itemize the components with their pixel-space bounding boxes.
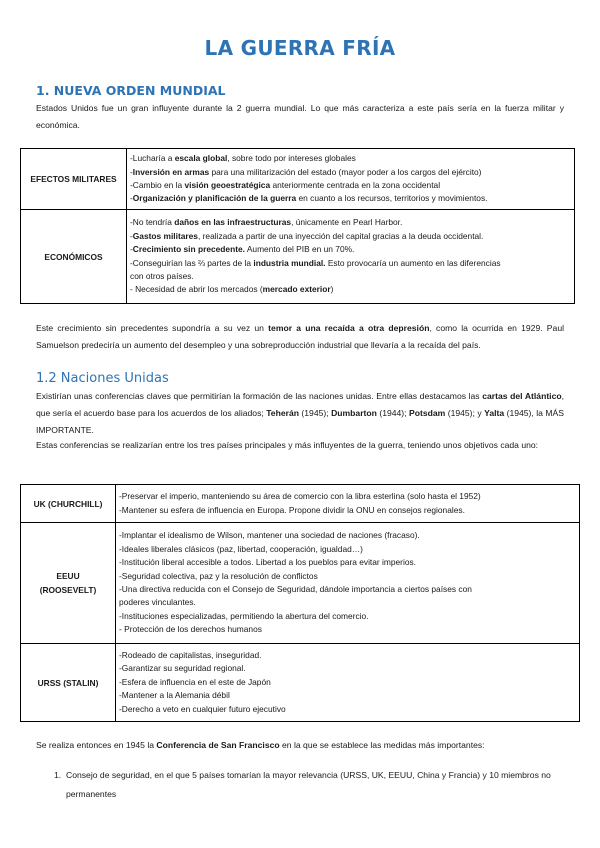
bullet-line: -Instituciones especializadas, permitiendo la abertura del comercio.: [119, 610, 369, 621]
bullet-line: con otros países.: [130, 270, 194, 281]
row-content-uk: [116, 485, 580, 523]
row-label-militares: EFECTOS MILITARES: [21, 149, 127, 210]
table-row: [21, 485, 580, 523]
document-title: LA GUERRA FRÍA: [204, 36, 396, 60]
powers-table: [20, 484, 580, 722]
bullet-line: poderes vinculantes.: [119, 597, 196, 608]
bullet-line: -Organización y planificación de la guerra en cuanto a los recursos, territorios y movimientos.: [130, 193, 488, 204]
effects-table: [20, 148, 575, 304]
bullet-line: -Conseguirían las ⅔ partes de la industria mundial. Esto provocaría un aumento en las diferencias: [130, 257, 501, 268]
section-heading-naciones-unidas: 1.2 Naciones Unidas: [36, 371, 169, 386]
list-item: [54, 766, 562, 804]
bullet-line: - Necesidad de abrir los mercados (mercado exterior): [130, 284, 334, 295]
list-item-text: Consejo de seguridad, en el que 5 países tomarían la mayor relevancia (URSS, UK, EEUU, China y Francia) y 10 miembros no permanentes: [66, 770, 551, 799]
bullet-line: -Garantizar su seguridad regional.: [119, 663, 246, 674]
section-heading-nueva-orden: 1. NUEVA ORDEN MUNDIAL: [36, 83, 226, 98]
objectives-paragraph: Estas conferencias se realizarían entre los tres países principales y más influyentes de la guerra, teniendo unos objetivos cada uno:: [36, 440, 539, 450]
conferences-paragraph: Existirían unas conferencias claves que permitirían la formación de las naciones unidas. Entre ellas destacamos las cartas del Atlántico, que sería el acuerdo base para los acuerdos de los aliados; Teherán (1945); Dumbarton (1944); Potsdam (1945); y Yalta (1945), la MÁS IMPORTANTE.: [36, 391, 564, 435]
bullet-line: -Cambio en la visión geoestratégica anteriormente centrada en la zona occidental: [130, 180, 441, 190]
bullet-line: -Rodeado de capitalistas, inseguridad.: [119, 649, 262, 660]
bullet-line: -Mantener su esfera de influencia en Europa. Propone dividir la ONU en consejos regionales.: [119, 504, 465, 515]
bullet-line: -Ideales liberales clásicos (paz, libertad, cooperación, igualdad…): [119, 543, 363, 554]
bullet-line: -Una directiva reducida con el Consejo de Seguridad, dándole importancia a ciertos países con: [119, 584, 472, 594]
bullet-line: - Protección de los derechos humanos: [119, 624, 262, 635]
row-label-urss: URSS (STALIN): [21, 644, 116, 722]
row-content-urss: [116, 644, 580, 722]
table-row: [21, 149, 575, 210]
bullet-line: -Mantener a la Alemania débil: [119, 690, 230, 701]
bullet-line: -Preservar el imperio, manteniendo su área de comercio con la libra esterlina (solo hasta el 1952): [119, 491, 481, 502]
growth-paragraph: Este crecimiento sin precedentes supondría a su vez un temor a una recaída a otra depresión, como la ocurrida en 1929. Paul Samuelson predeciría un aumento del desempleo y una sobreproducción industrial que llevaría a la recaída del país.: [36, 323, 565, 350]
bullet-line: -Institución liberal accesible a todos. Libertad a los pueblos para evitar imperios.: [119, 557, 417, 568]
table-row: [21, 523, 580, 644]
bullet-line: -Lucharía a escala global, sobre todo por intereses globales: [130, 153, 356, 164]
row-label-uk: UK (CHURCHILL): [21, 485, 116, 523]
row-content-eeuu: [116, 523, 580, 644]
row-label-eeuu: EEUU (ROOSEVELT): [21, 523, 116, 644]
table-row: [21, 644, 580, 722]
row-label-economicos: ECONÓMICOS: [21, 210, 127, 304]
bullet-line: -Derecho a veto en cualquier futuro ejecutivo: [119, 703, 286, 714]
bullet-line: -No tendría daños en las infraestructuras, únicamente en Pearl Harbor.: [130, 217, 403, 228]
row-content-economicos: [127, 210, 575, 304]
row-content-militares: [127, 149, 575, 210]
bullet-line: -Esfera de influencia en el este de Japón: [119, 676, 271, 687]
list-item-number: 1.: [54, 770, 62, 780]
intro-paragraph: Estados Unidos fue un gran influyente durante la 2 guerra mundial. Lo que más caracteriza a este país sería en la fuerza militar y económica.: [36, 103, 564, 130]
bullet-line: -Inversión en armas para una militarización del estado (mayor poder a los cargos del ejército): [130, 166, 482, 177]
bullet-line: -Crecimiento sin precedente. Aumento del PIB en un 70%.: [130, 244, 355, 255]
bullet-line: -Implantar el idealismo de Wilson, mantener una sociedad de naciones (fracaso).: [119, 530, 420, 541]
san-francisco-paragraph: Se realiza entonces en 1945 la Conferencia de San Francisco en la que se establece las medidas más importantes:: [36, 740, 485, 750]
bullet-line: -Gastos militares, realizada a partir de una inyección del capital gracias a la deuda occidental.: [130, 230, 484, 241]
bullet-line: -Seguridad colectiva, paz y la resolución de conflictos: [119, 570, 318, 581]
table-row: [21, 210, 575, 304]
